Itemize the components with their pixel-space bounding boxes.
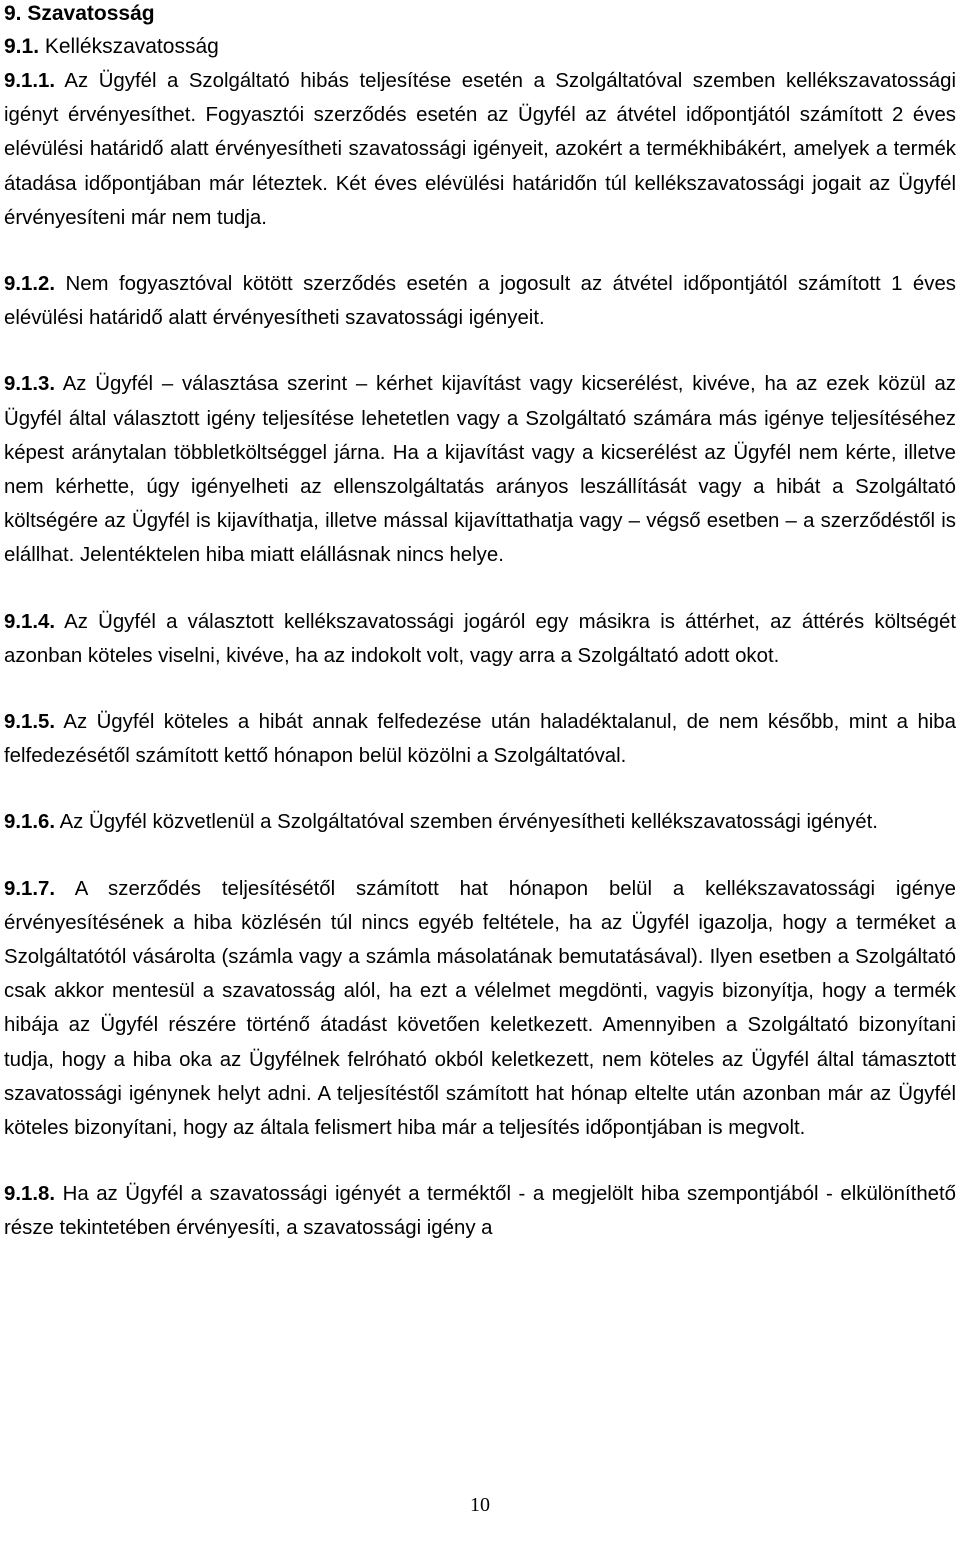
section-number: 9.: [4, 2, 22, 25]
paragraph-9-1-6: [4, 805, 956, 839]
paragraph-text: Az Ügyfél – választása szerint – kérhet kijavítást vagy kicserélést, kivéve, ha az ezek közül az Ügyfél által választott igény teljesítése lehetetlen vagy a Szolgáltató számára más igénye teljesítéséhez képest aránytalan többletköltséggel járna. Ha a kijavítást vagy a kicserélést az Ügyfél nem kérte, illetve nem kérhette, úgy igényelheti az ellenszolgáltatás arányos leszállítását vagy a hibát a Szolgáltató költségére az Ügyfél is kijavíthatja, illetve mással kijavíttathatja vagy – végső esetben – a szerződéstől is elállhat. Jelentéktelen hiba miatt elállásnak nincs helye.: [4, 373, 956, 567]
paragraph-number: 9.1.8.: [4, 1183, 56, 1206]
subsection-heading: [4, 30, 956, 64]
paragraph-number: 9.1.5.: [4, 711, 56, 734]
paragraph-9-1-8: [4, 1177, 956, 1245]
paragraph-number: 9.1.3.: [4, 373, 56, 396]
paragraph-text: Ha az Ügyfél a szavatossági igényét a terméktől - a megjelölt hiba szempontjából - elkülöníthető része tekintetében érvényesíti, a szavatossági igény a: [4, 1183, 957, 1240]
paragraph-9-1-4: [4, 605, 956, 673]
subsection-title: Kellékszavatosság: [44, 35, 219, 58]
paragraph-text: Nem fogyasztóval kötött szerződés esetén a jogosult az átvétel időpontjától számított 1 éves elévülési határidő alatt érvényesítheti szavatossági igényeit.: [4, 273, 956, 330]
paragraph-text: A szerződés teljesítésétől számított hat hónapon belül a kellékszavatossági igénye érvényesítésének a hiba közlésén túl nincs egyéb feltétele, ha az Ügyfél igazolja, hogy a terméket a Szolgáltatótól vásárolta (számla vagy a számla másolatának bemutatásával). Ilyen esetben a Szolgáltató csak akkor mentesül a szavatosság alól, ha ezt a vélelmet megdönti, vagyis bizonyítja, hogy a termék hibája az Ügyfél részére történő átadást követően keletkezett. Amennyiben a Szolgáltató bizonyítani tudja, hogy a hiba oka az Ügyfélnek felróható okból keletkezett, nem köteles az Ügyfél által támasztott szavatossági igénynek helyt adni. A teljesítéstől számított hat hónap eltelte után azonban már az Ügyfél köteles bizonyítani, hogy az általa felismert hiba már a teljesítés időpontjában is megvolt.: [4, 877, 956, 1140]
paragraph-number: 9.1.4.: [4, 610, 56, 633]
paragraph-number: 9.1.2.: [4, 273, 56, 296]
page-number: 10: [470, 1494, 490, 1516]
paragraph-number: 9.1.6.: [4, 811, 56, 834]
subsection-number: 9.1.: [4, 35, 40, 58]
paragraph-9-1-3: [4, 367, 956, 572]
document-page: [4, 0, 956, 1246]
paragraph-text: Az Ügyfél közvetlenül a Szolgáltatóval szemben érvényesítheti kellékszavatossági igényét.: [59, 811, 878, 834]
paragraph-number: 9.1.1.: [4, 70, 56, 92]
paragraph-number: 9.1.7.: [4, 877, 56, 900]
section-title: Szavatosság: [27, 2, 155, 25]
paragraph-9-1-5: [4, 705, 956, 773]
section-heading: [4, 0, 956, 28]
paragraph-9-1-2: [4, 267, 956, 335]
paragraph-text: Az Ügyfél a választott kellékszavatossági jogáról egy másikra is áttérhet, az áttérés költségét azonban köteles viselni, kivéve, ha az indokolt volt, vagy arra a Szolgáltató adott okot.: [4, 610, 956, 667]
paragraph-9-1-7: [4, 872, 956, 1146]
paragraph-text: Az Ügyfél a Szolgáltató hibás teljesítése esetén a Szolgáltatóval szemben kellékszavatossági igényt érvényesíthet. Fogyasztói szerződés esetén az Ügyfél az átvétel időpontjától számított 2 éves elévülési határidő alatt érvényesítheti szavatossági igényeit, azokért a termékhibákért, amelyek a termék átadása időpontjában már léteztek. Két éves elévülési határidőn túl kellékszavatossági jogait az Ügyfél érvényesíteni már nem tudja.: [4, 70, 956, 229]
paragraph-9-1-1: [4, 64, 956, 235]
paragraph-text: Az Ügyfél köteles a hibát annak felfedezése után haladéktalanul, de nem később, mint a hiba felfedezésétől számított kettő hónapon belül közölni a Szolgáltatóval.: [4, 711, 956, 768]
